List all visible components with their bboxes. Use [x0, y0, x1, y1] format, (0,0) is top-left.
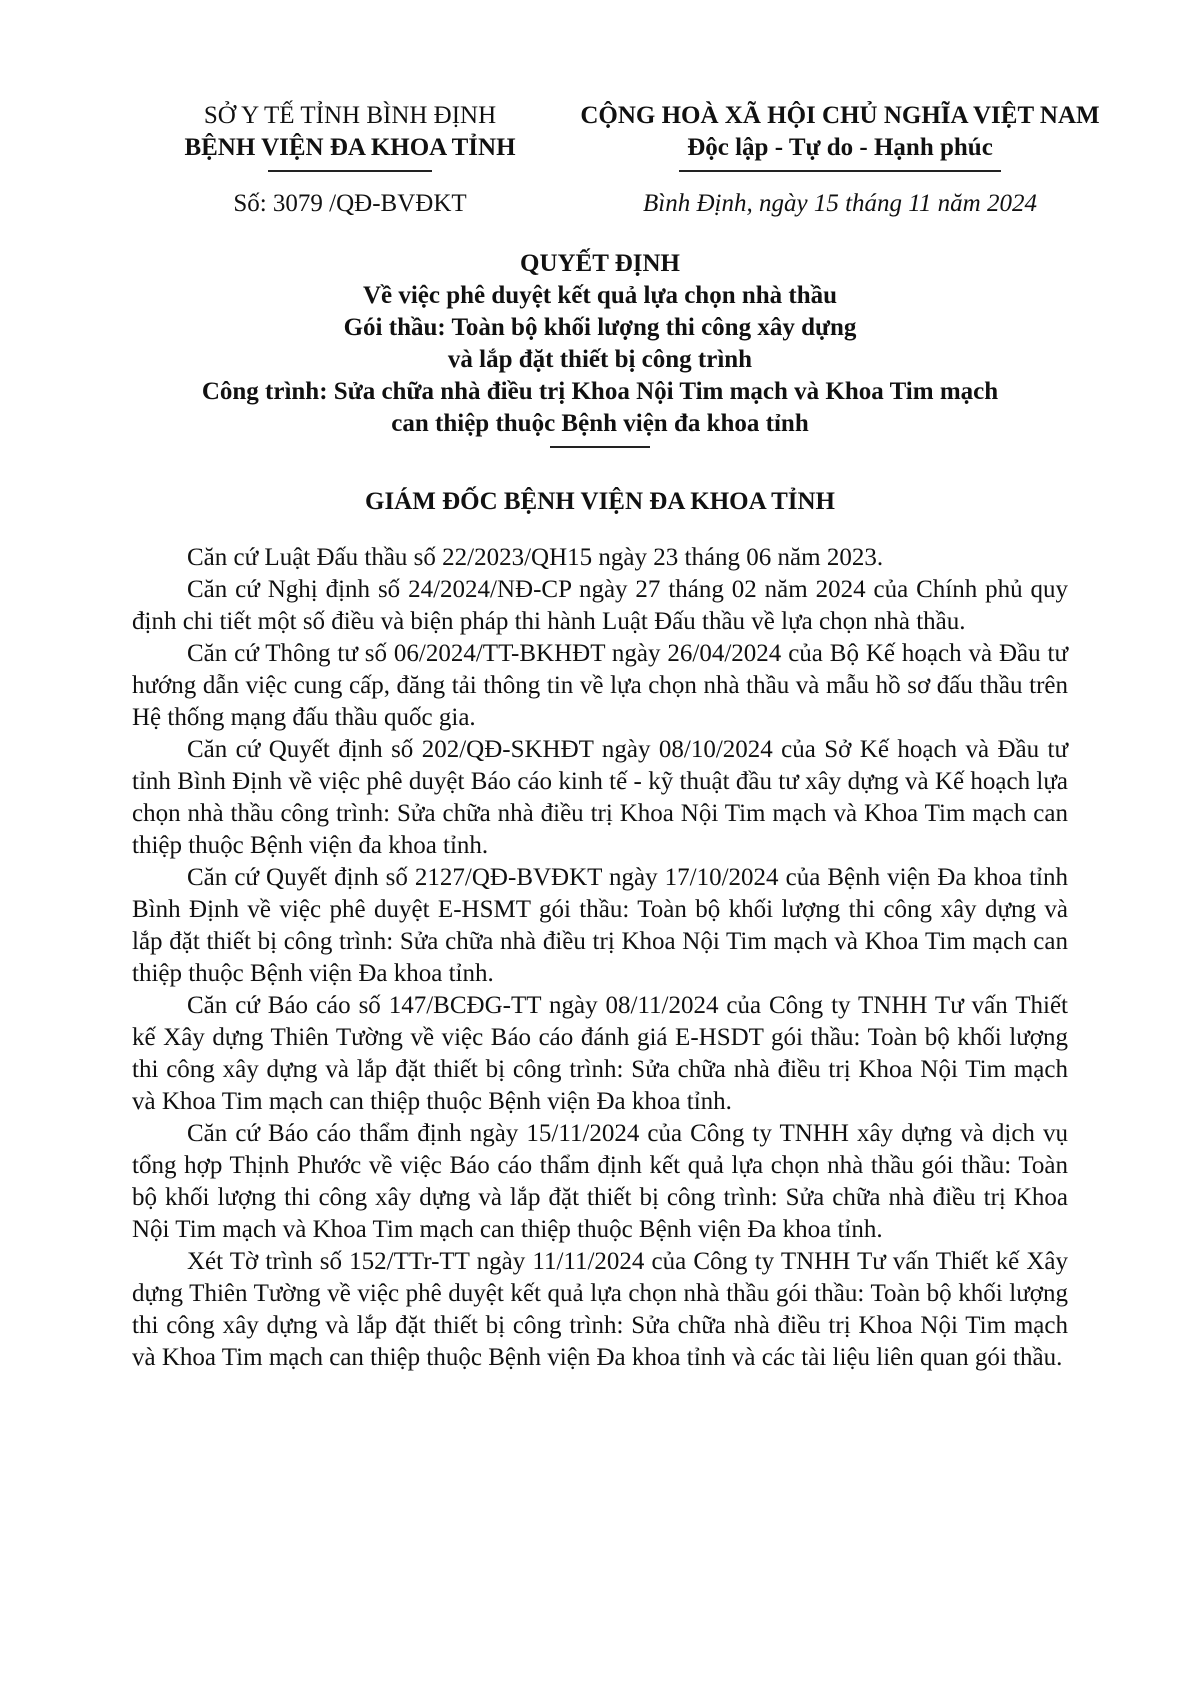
- document-number: Số: 3079 /QĐ-BVĐKT: [233, 190, 467, 217]
- package-name-line2: và lắp đặt thiết bị công trình: [447, 346, 753, 373]
- legal-basis-paragraph: Căn cứ Báo cáo thẩm định ngày 15/11/2024 của Công ty TNHH xây dựng và dịch vụ tổng hợp Thịnh Phước về việc Báo cáo thẩm định kết quả lựa chọn nhà thầu gói thầu: Toàn bộ khối lượng thi công xây dựng và lắp đặt thiết bị công trình: Sửa chữa nhà điều trị Khoa Nội Tim mạch và Khoa Tim mạch can thiệp thuộc Bệnh viện Đa khoa tỉnh.: [132, 1120, 1068, 1243]
- project-name-line2: can thiệp thuộc Bệnh viện đa khoa tỉnh: [391, 410, 809, 437]
- legal-basis-paragraph: Căn cứ Thông tư số 06/2024/TT-BKHĐT ngày 26/04/2024 của Bộ Kế hoạch và Đầu tư hướng dẫn việc cung cấp, đăng tải thông tin về lựa chọn nhà thầu và mẫu hồ sơ đấu thầu trên Hệ thống mạng đấu thầu quốc gia.: [132, 640, 1068, 731]
- legal-basis-paragraph: Căn cứ Quyết định số 2127/QĐ-BVĐKT ngày 17/10/2024 của Bệnh viện Đa khoa tỉnh Bình Định về việc phê duyệt E-HSMT gói thầu: Toàn bộ khối lượng thi công xây dựng và lắp đặt thiết bị công trình: Sửa chữa nhà điều trị Khoa Nội Tim mạch và Khoa Tim mạch can thiệp thuộc Bệnh viện Đa khoa tỉnh.: [132, 864, 1068, 987]
- national-title: CỘNG HOÀ XÃ HỘI CHỦ NGHĨA VIỆT NAM: [580, 102, 1100, 129]
- legal-basis-paragraph: Căn cứ Báo cáo số 147/BCĐG-TT ngày 08/11/2024 của Công ty TNHH Tư vấn Thiết kế Xây dựng Thiên Tường về việc Báo cáo đánh giá E-HSDT gói thầu: Toàn bộ khối lượng thi công xây dựng và lắp đặt thiết bị công trình: Sửa chữa nhà điều trị Khoa Nội Tim mạch và Khoa Tim mạch can thiệp thuộc Bệnh viện Đa khoa tỉnh.: [132, 992, 1068, 1115]
- legal-basis-paragraph: Căn cứ Nghị định số 24/2024/NĐ-CP ngày 27 tháng 02 năm 2024 của Chính phủ quy định chi tiết một số điều và biện pháp thi hành Luật Đấu thầu về lựa chọn nhà thầu.: [132, 576, 1068, 635]
- parent-agency: SỞ Y TẾ TỈNH BÌNH ĐỊNH: [203, 102, 497, 129]
- national-motto: Độc lập - Tự do - Hạnh phúc: [687, 134, 993, 161]
- decision-subject: Về việc phê duyệt kết quả lựa chọn nhà thầu: [362, 282, 838, 309]
- issuing-agency-header: [140, 100, 560, 172]
- legal-basis-paragraph: Căn cứ Luật Đấu thầu số 22/2023/QH15 ngày 23 tháng 06 năm 2023.: [187, 544, 884, 571]
- decision-title-block: [100, 248, 1100, 448]
- header-right-rule: [679, 170, 1001, 172]
- legal-basis-section: [132, 542, 1068, 1374]
- legal-basis-paragraph: Căn cứ Quyết định số 202/QĐ-SKHĐT ngày 08/10/2024 của Sở Kế hoạch và Đầu tư tỉnh Bình Định về việc phê duyệt Báo cáo kinh tế - kỹ thuật đầu tư xây dựng và Kế hoạch lựa chọn nhà thầu công trình: Sửa chữa nhà điều trị Khoa Nội Tim mạch và Khoa Tim mạch can thiệp thuộc Bệnh viện đa khoa tỉnh.: [132, 736, 1068, 859]
- project-name-line1: Công trình: Sửa chữa nhà điều trị Khoa Nội Tim mạch và Khoa Tim mạch: [201, 378, 999, 405]
- decision-title: QUYẾT ĐỊNH: [520, 250, 680, 277]
- issuing-authority: GIÁM ĐỐC BỆNH VIỆN ĐA KHOA TỈNH: [365, 488, 835, 515]
- organization-name: BỆNH VIỆN ĐA KHOA TỈNH: [184, 134, 516, 161]
- title-rule: [550, 446, 650, 448]
- package-name-line1: Gói thầu: Toàn bộ khối lượng thi công xây dựng: [343, 314, 857, 341]
- header-left-rule: [268, 170, 432, 172]
- national-header: [560, 100, 1120, 172]
- place-and-date: Bình Định, ngày 15 tháng 11 năm 2024: [643, 190, 1037, 217]
- submission-paragraph: Xét Tờ trình số 152/TTr-TT ngày 11/11/2024 của Công ty TNHH Tư vấn Thiết kế Xây dựng Thiên Tường về việc phê duyệt kết quả lựa chọn nhà thầu gói thầu: Toàn bộ khối lượng thi công xây dựng và lắp đặt thiết bị công trình: Sửa chữa nhà điều trị Khoa Nội Tim mạch và Khoa Tim mạch can thiệp thuộc Bệnh viện Đa khoa tỉnh và các tài liệu liên quan gói thầu.: [132, 1248, 1068, 1371]
